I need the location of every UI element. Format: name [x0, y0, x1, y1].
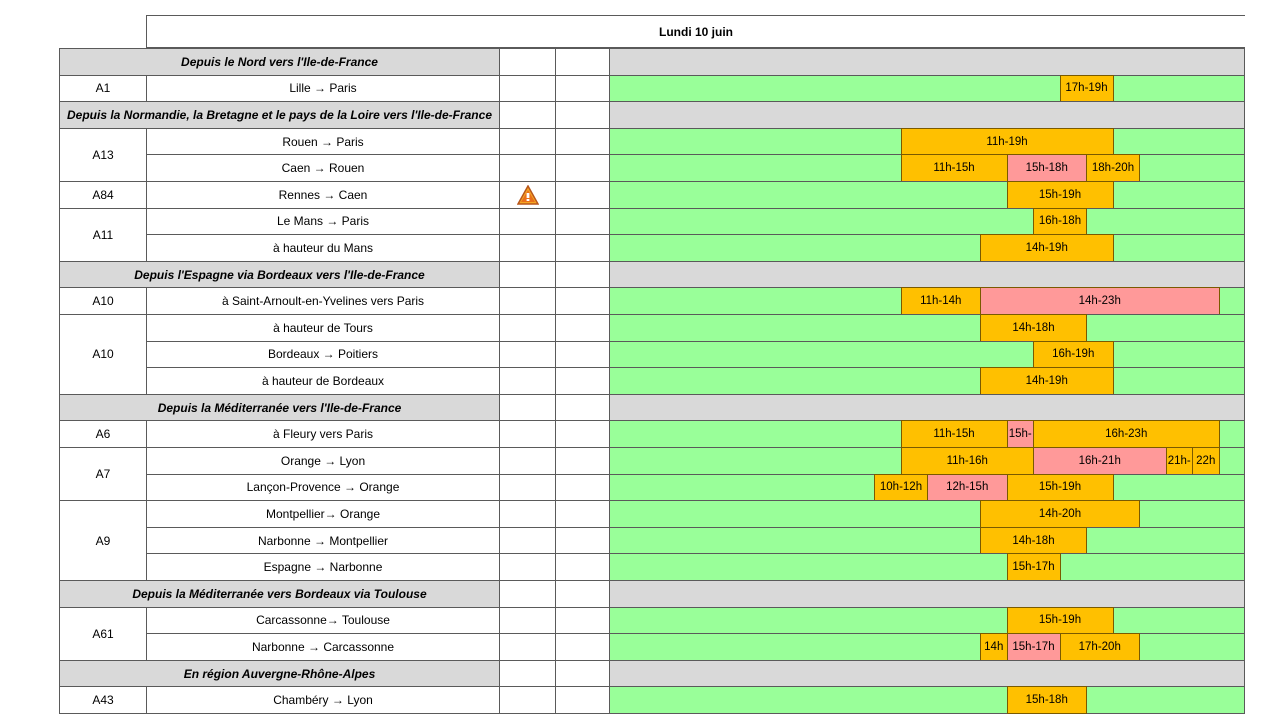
route-cell	[146, 474, 500, 502]
blank-cell	[499, 686, 556, 714]
blank-cell	[555, 607, 610, 635]
congestion-segment-label: 16h-21h	[1078, 454, 1121, 467]
congestion-segment	[874, 474, 928, 502]
blank-cell	[555, 75, 610, 103]
section-header	[59, 101, 500, 129]
road-cell	[59, 686, 147, 714]
route-label: Lançon-Provence → Orange	[246, 480, 400, 495]
route-cell	[146, 128, 500, 156]
road-label: A13	[92, 147, 114, 162]
congestion-segment	[1007, 607, 1114, 635]
route-label: à hauteur de Tours	[273, 320, 373, 335]
congestion-segment-label: 15h-17h	[1012, 561, 1055, 574]
section-header-label: Depuis la Méditerranée vers Bordeaux via Toulouse	[132, 586, 427, 601]
congestion-segment-label: 14h-19h	[1025, 374, 1068, 387]
route-label: à Fleury vers Paris	[272, 427, 374, 442]
congestion-segment-label: 17h-19h	[1065, 82, 1108, 95]
section-header	[59, 660, 500, 688]
congestion-segment-label: 11h-15h	[933, 162, 975, 175]
blank-cell	[555, 660, 610, 688]
congestion-segment	[1007, 633, 1061, 661]
blank-cell	[555, 261, 610, 289]
timeline-bar	[609, 686, 1245, 714]
route-cell	[146, 75, 500, 103]
timeline-bar	[609, 553, 1245, 581]
blank-cell	[555, 208, 610, 236]
blank-cell	[499, 447, 556, 475]
timeline-bar	[609, 181, 1245, 209]
blank-cell	[499, 154, 556, 182]
blank-cell	[499, 208, 556, 236]
blank-cell	[555, 527, 610, 555]
congestion-segment	[980, 314, 1087, 342]
section-timeline-bar	[609, 660, 1245, 688]
blank-cell	[555, 181, 610, 209]
road-cell	[59, 287, 147, 315]
blank-cell	[499, 287, 556, 315]
route-cell	[146, 181, 500, 209]
congestion-segment	[901, 287, 982, 315]
blank-cell	[499, 48, 556, 76]
blank-cell	[555, 128, 610, 156]
congestion-segment-label: 15h-	[1008, 428, 1032, 441]
blank-cell	[555, 367, 610, 395]
congestion-segment-label: 15h-17h	[1012, 640, 1055, 653]
congestion-segment-label: 14h-23h	[1078, 295, 1121, 308]
congestion-segment	[1007, 686, 1088, 714]
blank-cell	[499, 234, 556, 262]
timeline-bar	[609, 75, 1245, 103]
timeline-bar	[609, 607, 1245, 635]
congestion-segment-label: 18h-20h	[1091, 162, 1135, 175]
route-label: Lille → Paris	[289, 81, 357, 96]
route-label: Montpellier→ Orange	[265, 506, 381, 521]
congestion-segment	[1060, 633, 1141, 661]
congestion-segment-label: 11h-16h	[946, 454, 988, 467]
congestion-segment-label: 14h	[984, 640, 1004, 653]
section-header-label: Depuis l'Espagne via Bordeaux vers l'Ile-de-France	[134, 267, 425, 282]
congestion-segment-label: 14h-19h	[1025, 241, 1068, 254]
congestion-segment	[901, 420, 1008, 448]
route-cell	[146, 633, 500, 661]
blank-cell	[499, 660, 556, 688]
blank-cell	[555, 101, 610, 129]
blank-cell	[499, 527, 556, 555]
congestion-segment	[980, 367, 1114, 395]
blank-cell	[555, 154, 610, 182]
route-label: Bordeaux → Poitiers	[267, 347, 379, 362]
congestion-segment	[927, 474, 1008, 502]
blank-cell	[555, 341, 610, 369]
congestion-segment-label: 15h-18h	[1025, 162, 1068, 175]
timeline-bar	[609, 367, 1245, 395]
congestion-segment	[980, 633, 1008, 661]
route-cell	[146, 447, 500, 475]
route-cell	[146, 314, 500, 342]
blank-cell	[499, 101, 556, 129]
route-label: Caen → Rouen	[281, 161, 365, 176]
road-label: A10	[92, 347, 114, 362]
section-header	[59, 394, 500, 422]
route-cell	[146, 607, 500, 635]
timeline-bar	[609, 633, 1245, 661]
blank-cell	[499, 607, 556, 635]
section-timeline-bar	[609, 394, 1245, 422]
road-cell	[59, 128, 147, 182]
route-label: Le Mans → Paris	[276, 214, 370, 229]
congestion-segment	[1033, 208, 1087, 236]
section-header	[59, 580, 500, 608]
congestion-segment-label: 22h	[1196, 454, 1216, 467]
congestion-segment	[1060, 75, 1114, 103]
road-cell	[59, 314, 147, 395]
timeline-bar	[609, 208, 1245, 236]
blank-cell	[555, 420, 610, 448]
blank-cell	[555, 553, 610, 581]
date-header	[146, 15, 1245, 48]
blank-cell	[499, 420, 556, 448]
route-label: à hauteur de Bordeaux	[261, 373, 385, 388]
congestion-segment	[1007, 474, 1114, 502]
blank-cell	[499, 633, 556, 661]
blank-cell	[555, 633, 610, 661]
blank-cell	[499, 500, 556, 528]
road-label: A6	[95, 427, 111, 442]
blank-cell	[499, 75, 556, 103]
blank-cell	[555, 48, 610, 76]
congestion-segment	[901, 447, 1035, 475]
congestion-segment	[901, 154, 1008, 182]
congestion-segment-label: 14h-18h	[1012, 534, 1055, 547]
congestion-segment-label: 15h-19h	[1038, 481, 1082, 494]
timeline-bar	[609, 527, 1245, 555]
blank-cell	[555, 314, 610, 342]
route-cell	[146, 553, 500, 581]
road-label: A43	[92, 693, 114, 708]
congestion-segment	[901, 128, 1114, 156]
blank-cell	[555, 686, 610, 714]
blank-cell	[555, 394, 610, 422]
congestion-segment	[1007, 154, 1088, 182]
congestion-segment-label: 10h-12h	[879, 481, 923, 494]
route-label: Carcassonne→ Toulouse	[256, 613, 390, 628]
section-header-label: Depuis la Méditerranée vers l'Ile-de-France	[157, 400, 402, 415]
section-header-label: Depuis le Nord vers l'Ile-de-France	[181, 54, 378, 69]
congestion-segment-label: 16h-18h	[1038, 215, 1082, 228]
blank-cell	[555, 500, 610, 528]
timeline-bar	[609, 314, 1245, 342]
section-header-label: En région Auvergne-Rhône-Alpes	[183, 666, 376, 681]
blank-cell	[499, 394, 556, 422]
road-label: A10	[92, 294, 114, 309]
roadworks-warning-icon	[517, 185, 539, 205]
road-cell	[59, 500, 147, 581]
congestion-segment-label: 15h-18h	[1025, 694, 1068, 707]
road-cell	[59, 75, 147, 103]
blank-cell	[499, 474, 556, 502]
route-cell	[146, 234, 500, 262]
route-cell	[146, 154, 500, 182]
route-label: Rouen → Paris	[282, 134, 364, 149]
congestion-segment-label: 14h-20h	[1038, 507, 1082, 520]
blank-cell	[499, 580, 556, 608]
congestion-segment	[1192, 447, 1220, 475]
road-label: A7	[95, 467, 111, 482]
blank-cell	[555, 234, 610, 262]
congestion-segment-label: 17h-20h	[1078, 640, 1121, 653]
congestion-segment	[1033, 420, 1220, 448]
congestion-segment-label: 15h-19h	[1038, 188, 1082, 201]
route-label: à hauteur du Mans	[272, 240, 374, 255]
congestion-segment	[980, 287, 1220, 315]
route-label: Chambéry → Lyon	[273, 693, 373, 708]
route-label: Espagne → Narbonne	[263, 560, 383, 575]
congestion-segment-label: 21h-	[1167, 454, 1191, 467]
timeline-bar	[609, 234, 1245, 262]
date-header-label: Lundi 10 juin	[659, 24, 733, 39]
congestion-segment-label: 11h-15h	[933, 428, 975, 441]
congestion-segment-label: 12h-15h	[946, 481, 989, 494]
congestion-segment-label: 11h-14h	[920, 295, 962, 308]
route-label: Narbonne → Montpellier	[257, 533, 389, 548]
congestion-segment	[1086, 154, 1140, 182]
congestion-segment	[1166, 447, 1194, 475]
blank-cell	[555, 287, 610, 315]
route-cell	[146, 686, 500, 714]
congestion-segment-label: 11h-19h	[986, 135, 1028, 148]
route-cell	[146, 208, 500, 236]
road-label: A61	[92, 626, 114, 641]
blank-cell	[555, 447, 610, 475]
congestion-segment	[980, 500, 1140, 528]
congestion-segment	[1007, 181, 1114, 209]
congestion-segment	[1007, 553, 1061, 581]
route-cell	[146, 527, 500, 555]
congestion-segment-label: 16h-23h	[1105, 428, 1148, 441]
section-timeline-bar	[609, 101, 1245, 129]
blank-cell	[555, 474, 610, 502]
route-cell	[146, 367, 500, 395]
route-label: à Saint-Arnoult-en-Yvelines vers Paris	[221, 294, 425, 309]
blank-cell	[499, 261, 556, 289]
road-cell	[59, 181, 147, 209]
route-cell	[146, 341, 500, 369]
congestion-segment-label: 16h-19h	[1052, 348, 1095, 361]
road-cell	[59, 208, 147, 262]
blank-cell	[499, 341, 556, 369]
section-header	[59, 48, 500, 76]
warning-cell	[499, 181, 556, 209]
blank-cell	[499, 553, 556, 581]
congestion-segment-label: 15h-19h	[1038, 614, 1082, 627]
road-cell	[59, 420, 147, 448]
congestion-segment	[1033, 447, 1167, 475]
road-cell	[59, 447, 147, 501]
congestion-segment	[980, 234, 1114, 262]
congestion-segment	[980, 527, 1087, 555]
route-label: Narbonne → Carcassonne	[251, 639, 395, 654]
congestion-segment	[1033, 341, 1114, 369]
road-label: A1	[95, 81, 111, 96]
blank-cell	[555, 580, 610, 608]
road-label: A84	[92, 187, 114, 202]
section-header	[59, 261, 500, 289]
blank-cell	[499, 367, 556, 395]
route-cell	[146, 500, 500, 528]
section-header-label: Depuis la Normandie, la Bretagne et le pays de la Loire vers l'Ile-de-France	[66, 107, 492, 122]
timeline-bar	[609, 500, 1245, 528]
blank-cell	[499, 314, 556, 342]
route-cell	[146, 287, 500, 315]
congestion-segment-label: 14h-18h	[1012, 321, 1055, 334]
section-timeline-bar	[609, 48, 1245, 76]
section-timeline-bar	[609, 580, 1245, 608]
road-label: A9	[95, 533, 111, 548]
road-label: A11	[92, 227, 114, 242]
route-label: Rennes → Caen	[278, 187, 368, 202]
route-label: Orange → Lyon	[280, 453, 366, 468]
section-timeline-bar	[609, 261, 1245, 289]
route-cell	[146, 420, 500, 448]
blank-cell	[499, 128, 556, 156]
timeline-bar	[609, 341, 1245, 369]
road-cell	[59, 607, 147, 661]
congestion-segment	[1007, 420, 1035, 448]
